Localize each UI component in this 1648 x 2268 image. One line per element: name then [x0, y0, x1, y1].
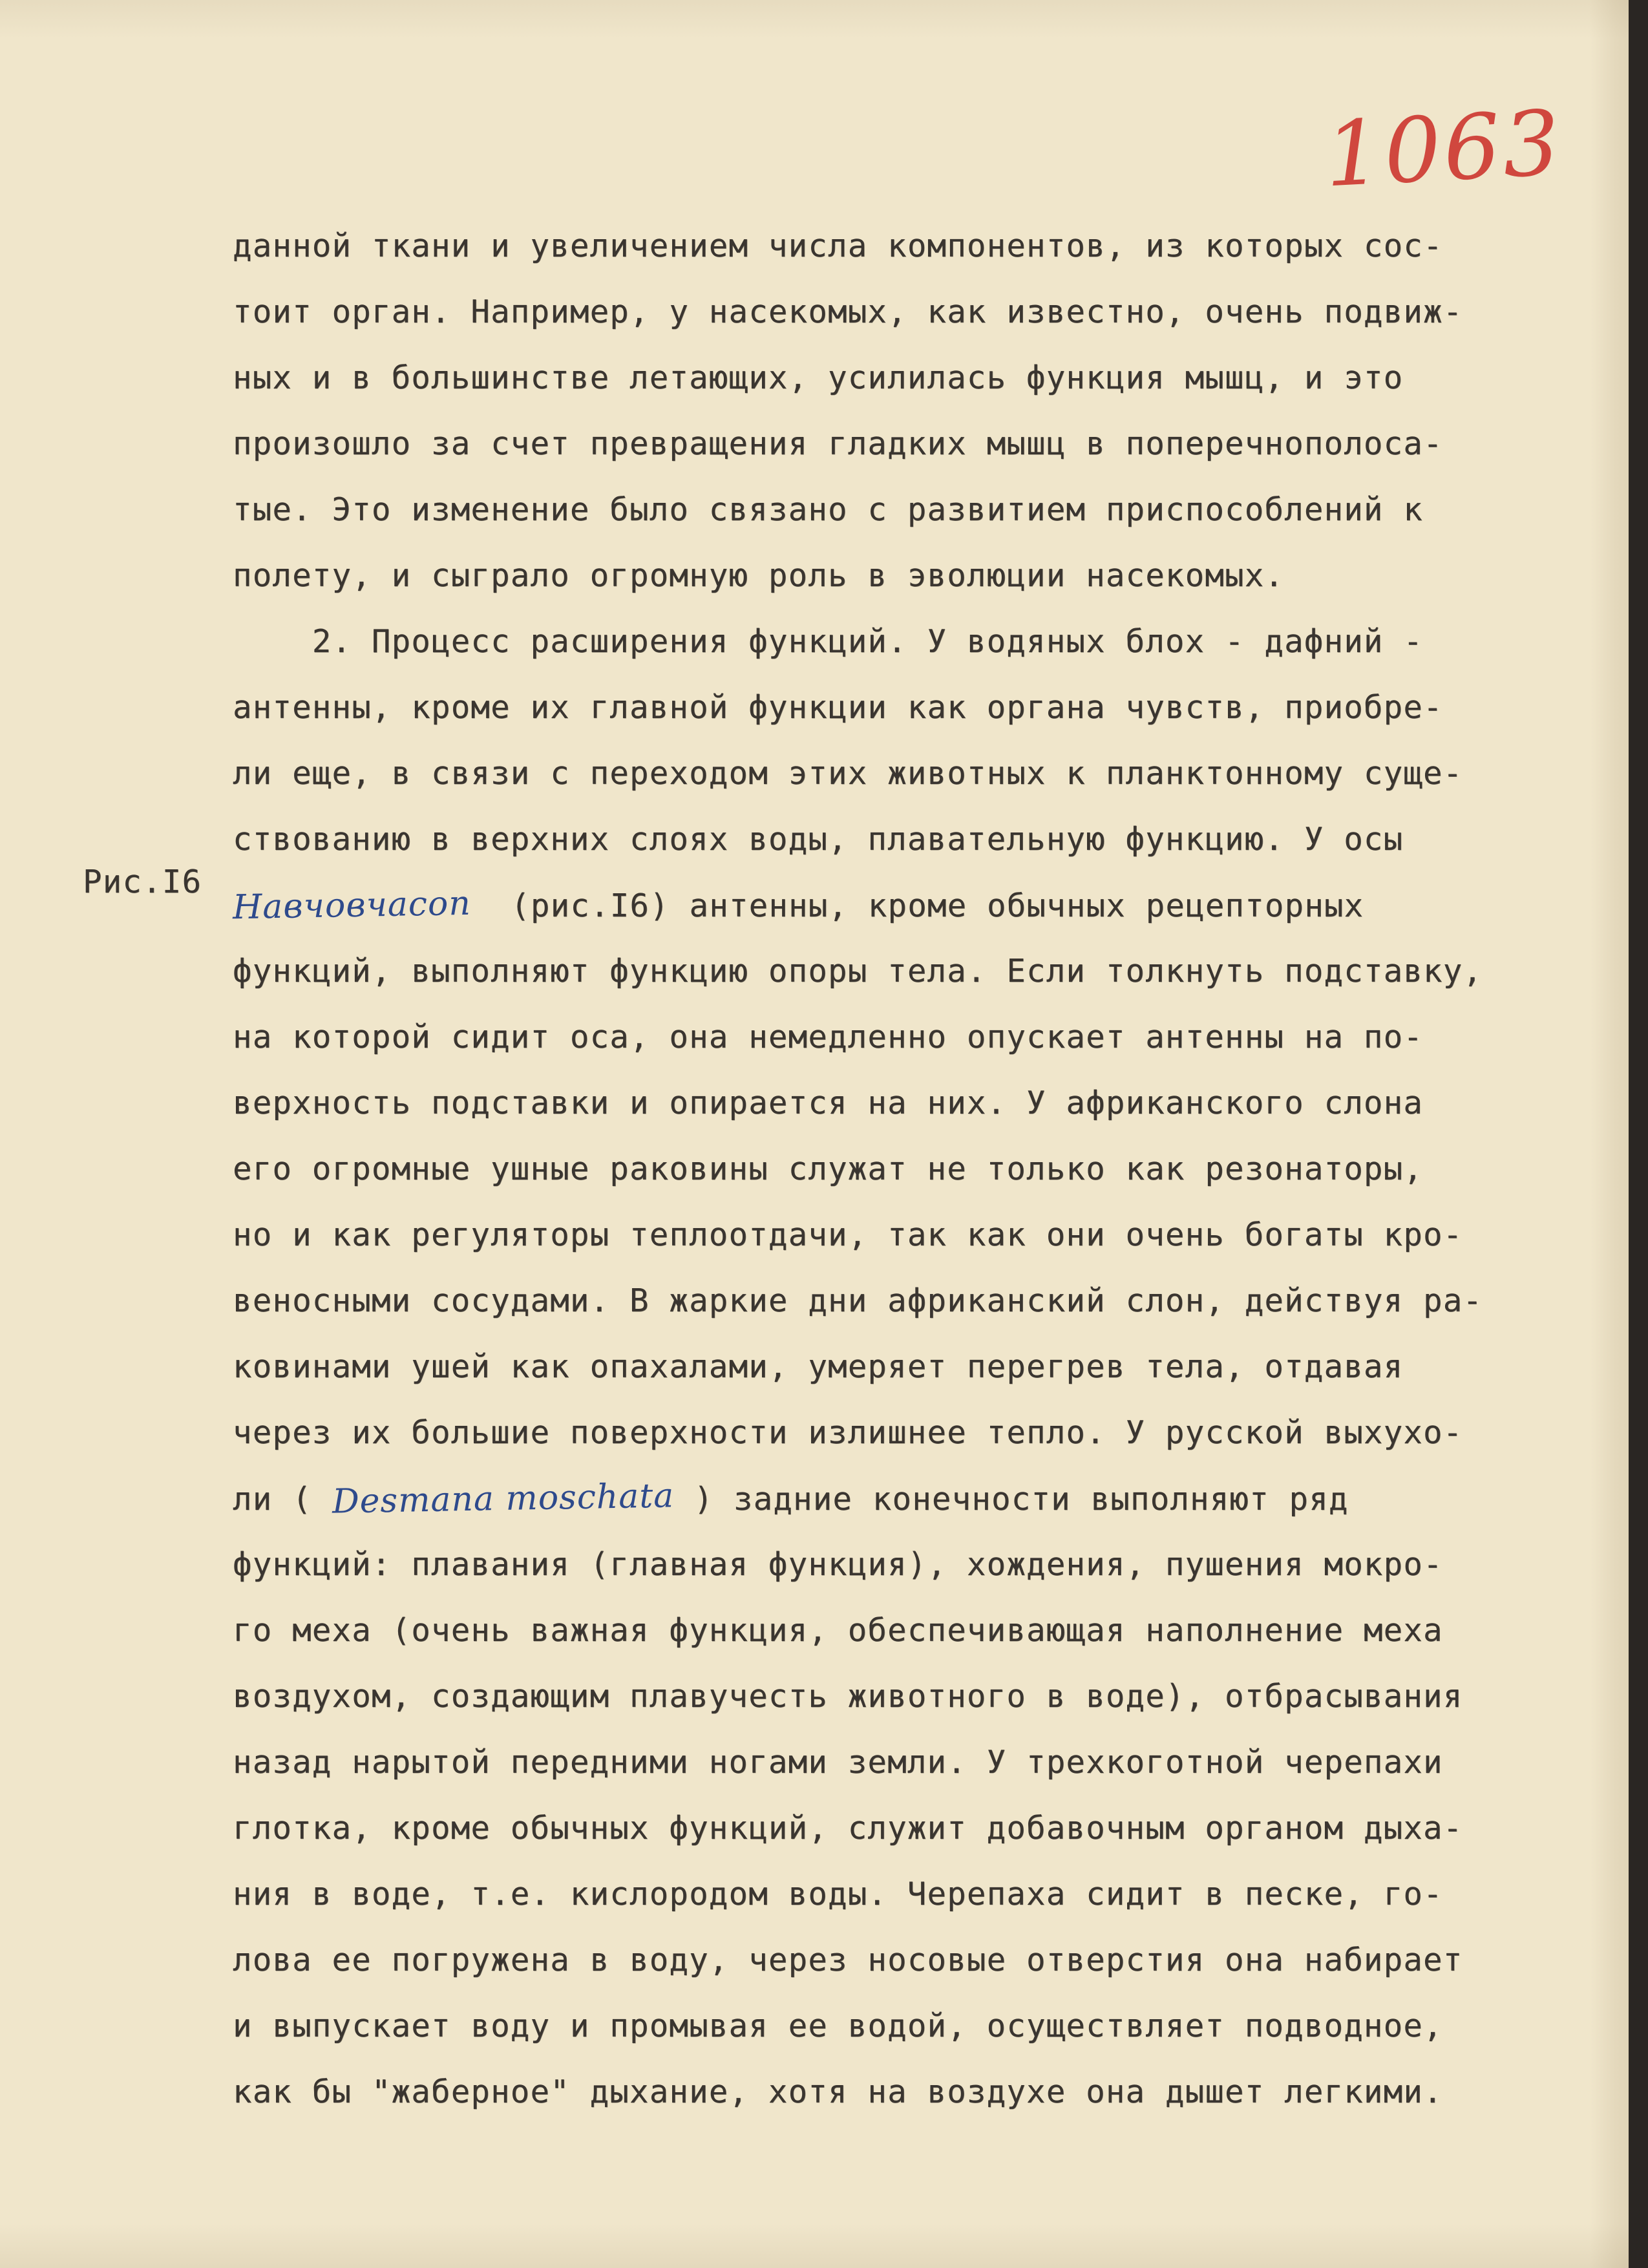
text-line: глотка, кроме обычных функций, служит добавочным органом дыха- [233, 1810, 1463, 1847]
text-line: ли ( Desmana moschata ) задние конечности выполняют ряд [233, 1466, 1603, 1532]
text-line: верхность подставки и опирается на них. У африканского слона [233, 1085, 1424, 1121]
text-line: тые. Это изменение было связано с развитием приспособлений к [233, 491, 1424, 528]
folio-number: 1063 [1322, 90, 1565, 207]
text-line: функций: плавания (главная функция), хождения, пушения мокро- [233, 1546, 1443, 1583]
text-line: ли еще, в связи с переходом этих животных к планктонному суще- [233, 755, 1463, 792]
text-line: ковинами ушей как опахалами, умеряет перегрев тела, отдавая [233, 1348, 1404, 1385]
text-line: лова ее погружена в воду, через носовые отверстия она набирает [233, 1942, 1463, 1978]
text-line: но и как регуляторы теплоотдачи, так как они очень богаты кро- [233, 1216, 1463, 1253]
text-line: назад нарытой передними ногами земли. У трехкоготной черепахи [233, 1744, 1443, 1781]
typed-body-text [233, 213, 1603, 2125]
margin-figure-reference: Рис.I6 [83, 864, 202, 900]
text-line: произошло за счет превращения гладких мышц в поперечнополоса- [233, 425, 1443, 462]
text-line: антенны, кроме их главной функции как органа чувств, приобре- [233, 689, 1443, 726]
text-line: 2. Процесс расширения функций. У водяных блох - дафний - [233, 623, 1424, 660]
handwritten-species-name: Desmana moschata [332, 1476, 675, 1521]
handwritten-genus-name: Навчовчасоп [232, 884, 472, 927]
text-line: как бы "жаберное" дыхание, хотя на воздухе она дышет легкими. [233, 2073, 1443, 2110]
text-line: функций, выполняют функцию опоры тела. Если толкнуть подставку, [233, 953, 1483, 990]
text-line: и выпускает воду и промывая ее водой, осуществляет подводное, [233, 2008, 1443, 2044]
scan-edge [1629, 0, 1648, 2268]
text-line: веносными сосудами. В жаркие дни африканский слон, действуя ра- [233, 1282, 1483, 1319]
text-line: ния в воде, т.е. кислородом воды. Черепаха сидит в песке, го- [233, 1876, 1443, 1913]
text-line: полету, и сыграло огромную роль в эволюции насекомых. [233, 557, 1285, 594]
text-line: го меха (очень важная функция, обеспечивающая наполнение меха [233, 1612, 1443, 1649]
text-line: его огромные ушные раковины служат не только как резонаторы, [233, 1150, 1424, 1187]
text-line: через их большие поверхности излишнее тепло. У русской выхухо- [233, 1414, 1463, 1451]
text-line: на которой сидит оса, она немедленно опускает антенны на по- [233, 1019, 1424, 1055]
text-line: ствованию в верхних слоях воды, плавательную функцию. У осы [233, 821, 1404, 858]
text-line: ных и в большинстве летающих, усилилась функция мышц, и это [233, 359, 1404, 396]
text-line: тоит орган. Например, у насекомых, как известно, очень подвиж- [233, 293, 1463, 330]
text-line: данной ткани и увеличением числа компонентов, из которых сос- [233, 228, 1443, 264]
text-line: Навчовчасоп (рис.I6) антенны, кроме обычных рецепторных [233, 873, 1603, 938]
text-line: воздухом, создающим плавучесть животного в воде), отбрасывания [233, 1678, 1463, 1715]
